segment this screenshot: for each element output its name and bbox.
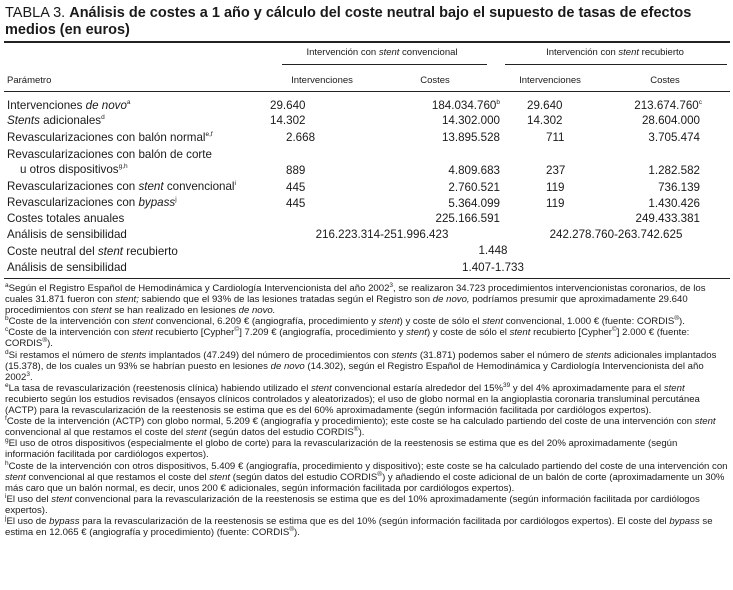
footnote-g: $^g$El uso de otros dispositivos (especialmente el globo de corte) para la revascularización de la reestenosis se estima que es del 20% aproximadamente (según información facilitada por cardiólogos expertos). (5, 437, 678, 461)
row-label-balon-normal: Revascularizaciones con balón normal$^{e,f}$ (7, 131, 213, 144)
row-label-intervenciones-de-novo: Intervenciones de novo$^a$ (7, 99, 131, 112)
row-label-stents-adicionales: Stents adicionales$^d$ (7, 114, 105, 127)
cell-rec-sensitivity-range: 242.278.760-263.742.625 (549, 228, 683, 241)
cell-rec-cost: 736.139 (658, 181, 700, 194)
cell-conv-int: 445 (286, 197, 306, 210)
header-rec-costes: Costes (650, 75, 680, 86)
cell-rec-cost: 28.604.000 (641, 114, 700, 127)
cell-rec-cost: 1.430.426 (648, 197, 700, 210)
row-label-costes-totales: Costes totales anuales (7, 212, 125, 225)
footnote-b: $^b$Coste de la intervención con stent convencional, 6.209 € (angiografía, procedimiento y stent) y coste de sólo el stent convencional, 1.000 € (fuente: CORDIS®). (5, 315, 685, 328)
row-label-otros-dispositivos: u otros dispositivos$^{g,h}$ (20, 163, 128, 176)
cell-conv-int: 445 (286, 181, 306, 194)
row-label-sensibilidad: Análisis de sensibilidad (7, 228, 127, 241)
footnote-h: $^h$Coste de la intervención con otros dispositivos, 5.409 € (angiografía, procedimiento y dispositivo); este coste se ha calculado partiendo del coste de una intervención con stent convencional al que restamos el coste del stent (según datos del estudio CORDIS®) y añadiendo el coste adicional de un balón de corte (aproximadamente un 30% más caro que un balón normal, es decir, unos 200 € adicionales, según información facilitada por cardiólogos expertos). (5, 459, 728, 494)
footnote-e: $^e$La tasa de revascularización (reestenosis clínica) habiendo utilizado el stent convencional estaría alrededor del 15%$^{39}$ y del 4% aproximadamente para el stent recubierto según los estudios revisados (ensayos clínicos controlados y aleatorizados); el uso de globo normal en la angioplastia coronaria transluminal percutánea (ACTP) para la revascularización de la reestenosis se estima que es del 60% aproximadamente (según información facilitada por cardiólogos expertos). (5, 381, 700, 417)
cell-conv-cost: 14.302.000 (441, 114, 500, 127)
row-label-sensibilidad-neutral: Análisis de sensibilidad (7, 261, 127, 274)
cell-rec-cost: 3.705.474 (648, 131, 700, 144)
footnote-i: $^i$El uso del stent convencional para la revascularización de la reestenosis se estima que es del 10% aproximadamente (según información facilitada por cardiólogos expertos). (5, 492, 700, 516)
group-rule-coated (505, 64, 727, 65)
table-label: TABLA 3. (5, 5, 66, 21)
table-title: Análisis de costes a 1 año y cálculo del coste neutral bajo el supuesto de tasas de efectos medios (en euros) (5, 5, 692, 38)
footnote-j: $^j$El uso de bypass para la revascularización de la reestenosis se estima que es del 10% (según información facilitada por cardiólogos expertos). El coste del bypass se estima en 12.065 € (angiografía y procedimiento) (fuente: CORDIS®). (5, 514, 713, 539)
footnote-c: $^c$Coste de la intervención con stent recubierto [Cypher©] 7.209 € (angiografía, procedimiento y stent) y coste de sólo el stent recubierto [Cypher©] 2.000 € (fuente: CORDIS®). (5, 326, 690, 350)
cell-conv-int: 29.640 (270, 99, 306, 112)
footnote-f: $^f$Coste de la intervención (ACTP) con globo normal, 5.209 € (angiografía y procedimiento); este coste se ha calculado partiendo del coste de una intervención con stent convencional al que restamos el coste del stent (según datos del estudio CORDIS®). (5, 414, 716, 439)
cell-rec-cost: 1.282.582 (648, 164, 700, 177)
cell-rec-cost-total: 249.433.381 (635, 212, 700, 225)
group-rule-conventional (282, 64, 487, 65)
row-label-stent-convencional: Revascularizaciones con stent convencional$^i$ (7, 180, 236, 193)
cell-conv-cost: 2.760.521 (448, 181, 500, 194)
header-group-conventional: Intervención con stent convencional (306, 47, 458, 58)
header-rule (4, 91, 730, 92)
cell-conv-int: 889 (286, 164, 306, 177)
cell-conv-int: 2.668 (286, 131, 316, 144)
cell-rec-int: 29.640 (527, 99, 563, 112)
cell-conv-cost-total: 225.166.591 (435, 212, 500, 225)
cell-coste-neutral-range: 1.407-1.733 (462, 261, 524, 274)
cell-conv-cost: 5.364.099 (448, 197, 500, 210)
cell-rec-int: 119 (546, 181, 565, 194)
cell-conv-cost: 13.895.528 (441, 131, 500, 144)
row-label-coste-neutral: Coste neutral del stent recubierto (7, 245, 178, 258)
cell-rec-cost: 213.674.760$^c$ (634, 99, 702, 112)
table-caption (5, 5, 727, 39)
footnote-a: $^a$Según el Registro Español de Hemodinámica y Cardiología Intervencionista del año 2002$^3$, se realizaron 34.723 procedimientos intervencionistas coronarios, de los cuales 31.871 fueron con stent; sabiendo que el 93% de las lesiones tratadas según el Registro son de novo, podríamos presumir que aproximadamente 29.640 procedimientos con stent se han realizado en lesiones de novo. (5, 281, 706, 317)
cell-rec-int: 14.302 (527, 114, 563, 127)
row-label-bypass: Revascularizaciones con bypass$^j$ (7, 196, 177, 209)
header-parametro: Parámetro (7, 75, 52, 86)
footnote-d: $^d$Si restamos el número de stents implantados (47.249) del número de procedimientos con stents (31.871) podemos saber el número de stents adicionales implantados (15.378), de los cuales un 93% se habrían puesto en lesiones de novo (14.302), según el Registro Español de Hemodinámica y Cardiología Intervencionista del año 2002$^3$. (5, 348, 717, 383)
header-conv-intervenciones: Intervenciones (291, 75, 353, 86)
table-footnotes (5, 283, 729, 538)
top-rule (4, 41, 730, 43)
cell-conv-cost: 4.809.683 (448, 164, 500, 177)
cell-conv-sensitivity-range: 216.223.314-251.996.423 (315, 228, 449, 241)
header-rec-intervenciones: Intervenciones (519, 75, 581, 86)
bottom-rule (4, 278, 730, 279)
cell-coste-neutral: 1.448 (478, 244, 508, 257)
cell-rec-int: 237 (546, 164, 566, 177)
cell-rec-int: 711 (546, 131, 565, 144)
cell-rec-int: 119 (546, 197, 565, 210)
header-conv-costes: Costes (420, 75, 450, 86)
row-label-balon-corte: Revascularizaciones con balón de corte (7, 148, 212, 161)
cell-conv-cost: 184.034.760$^b$ (431, 99, 500, 112)
header-group-coated: Intervención con stent recubierto (546, 47, 684, 58)
cell-conv-int: 14.302 (270, 114, 306, 127)
